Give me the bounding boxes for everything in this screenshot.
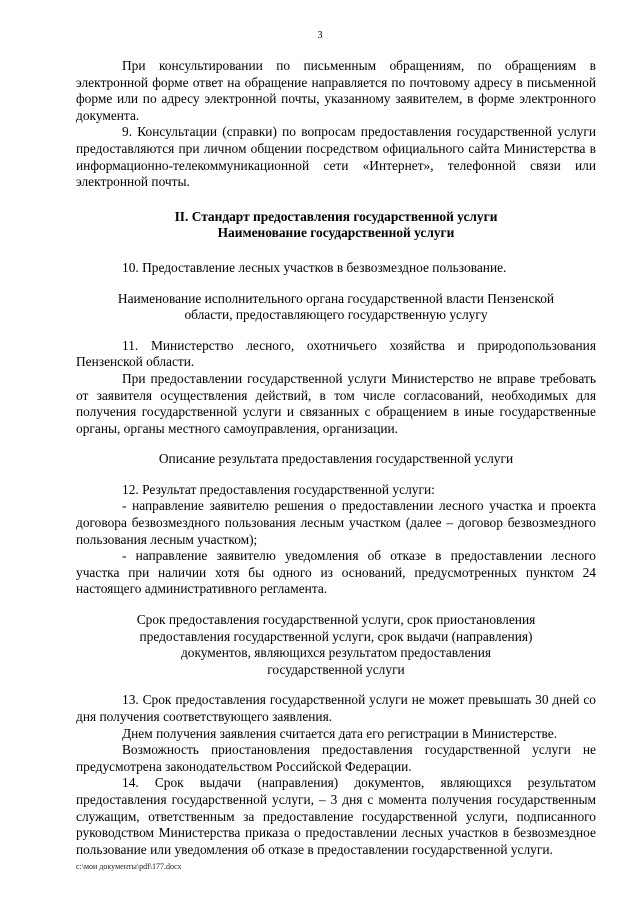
section-title: II. Стандарт предоставления государственной услуги <box>174 208 498 224</box>
paragraph-11: 11. Министерство лесного, охотничьего хозяйства и природопользования Пензенской области. <box>76 337 596 370</box>
footer-file-path: c:\мои документы\pdf\177.docx <box>76 862 182 871</box>
paragraph-10: 10. Предоставление лесных участков в безвозмездное пользование. <box>122 259 507 275</box>
paragraph-9: 9. Консультации (справки) по вопросам предоставления государственной услуги предоставляются при личном общении посредством официального сайта Министерства в информационно-телекоммуникационной сети «Интернет», телефонной связи или электронной почты. <box>76 124 596 190</box>
heading-terms: Срок предоставления государственной услуги, срок приостановления предоставления государственной услуги, срок выдачи (направления) документов, являющихся результатом предоставления государственной услуги <box>136 612 536 677</box>
paragraph-consultation-written: При консультировании по письменным обращениям, по обращениям в электронной форме ответ на обращение направляется по почтовому адресу в письменной форме или по адресу электронной почты, указанному заявителем, в форме электронного документа. <box>76 58 596 123</box>
page-number: 3 <box>317 30 323 41</box>
paragraph-13-suspension: Возможность приостановления предоставления государственной услуги не предусмотрена законодательством Российской Федерации. <box>76 742 596 774</box>
paragraph-14: 14. Срок выдачи (направления) документов, являющихся результатом предоставления государственной услуги, – 3 дня с момента получения государственным служащим, ответственным за предоставление государственной услуги, подписанного руководством Министерства приказа о предоставлении лесных участков в безвозмездное пользование или уведомления об отказе в предоставлении государственной услуги. <box>76 775 596 857</box>
section-subtitle: Наименование государственной услуги <box>217 225 455 241</box>
heading-authority: Наименование исполнительного органа государственной власти Пензенской области, предоставляющего государственную услугу <box>117 290 555 323</box>
paragraph-11-restrictions: При предоставлении государственной услуги Министерство не вправе требовать от заявителя осуществления действий, в том числе согласований, необходимых для получения государственной услуги и связанных с обращением в иные государственные органы, органы местного самоуправления, организации. <box>76 370 596 436</box>
paragraph-12-item-decision: - направление заявителю решения о предоставлении лесного участка и проекта договора безвозмездного пользования лесным участком (далее – договор безвозмездного пользования лесным участком); <box>76 498 596 547</box>
heading-result: Описание результата предоставления государственной услуги <box>158 451 514 467</box>
paragraph-12: 12. Результат предоставления государственной услуги: <box>122 481 435 497</box>
paragraph-13: 13. Срок предоставления государственной услуги не может превышать 30 дней со дня получения соответствующего заявления. <box>76 692 596 724</box>
paragraph-13-receipt-date: Днем получения заявления считается дата его регистрации в Министерстве. <box>122 725 558 741</box>
document-body <box>76 58 596 858</box>
paragraph-12-item-refusal: - направление заявителю уведомления об отказе в предоставлении лесного участка при наличии хотя бы одного из оснований, предусмотренных пунктом 24 настоящего административного регламента. <box>76 548 596 597</box>
